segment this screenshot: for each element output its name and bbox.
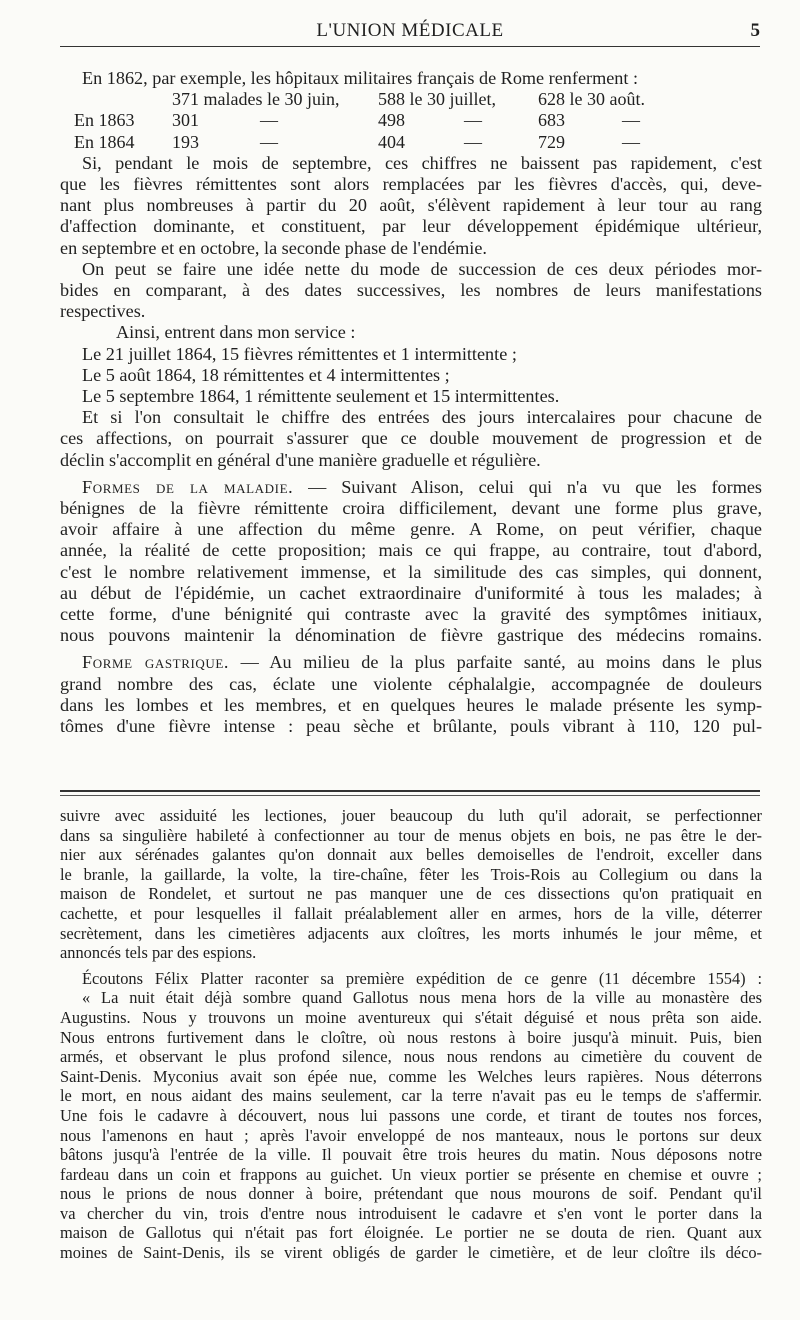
text-line: bénignes de la fièvre rémittente croira difficilement, devant une forme plus grave, xyxy=(60,498,762,519)
text-line: secrètement, dans les cimetières adjacents aux cloîtres, les morts inhumés le jour même, et xyxy=(60,923,762,943)
text-line: en septembre et en octobre, la seconde phase de l'endémie. xyxy=(60,237,487,258)
text-line: nous pouvons maintenir la dénomination de fièvre gastrique des médecins romains. xyxy=(60,625,762,646)
entry-line: Le 5 septembre 1864, 1 rémittente seulement et 15 intermittentes. xyxy=(82,386,560,406)
text-line: fardeau dans un coin et frappons au guichet. Un vieux portier se présente en chemise et ouvre ; xyxy=(60,1164,762,1184)
stat-dash: — xyxy=(464,131,482,152)
stat-cell: 628 le 30 août. xyxy=(538,89,645,110)
text-line: nier aux sérénades galantes qu'on donnait aux belles demoiselles de l'endroit, exceller dans xyxy=(60,845,762,865)
stat-row-1864 xyxy=(60,132,762,153)
text-line: Augustins. Nous y trouvons un moine aventureux qui s'était déguisé et nous prêta son aide. xyxy=(60,1007,762,1027)
text-line: c'est le nombre relativement immense, et la similitude des cas simples, qui donnent, xyxy=(60,561,762,582)
text-line: bides en comparant, à des dates successives, les nombres de leurs manifestations xyxy=(60,279,762,300)
section-first-line xyxy=(60,652,762,673)
stat-cell: 193 xyxy=(172,131,199,152)
text-line: moines de Saint-Denis, ils se virent obligés de garder le cimetière, et de leur cloître ils déco- xyxy=(60,1243,762,1263)
intro-line: En 1862, par exemple, les hôpitaux militaires français de Rome renferment : xyxy=(82,68,639,88)
stat-dash: — xyxy=(260,110,278,131)
section-formes-de-la-maladie xyxy=(60,477,762,647)
page-header xyxy=(60,20,760,44)
header-rule xyxy=(60,46,760,47)
paragraph-service-entries xyxy=(60,322,762,407)
paragraph-succession xyxy=(60,259,762,323)
text-line: suivre avec assiduité les lectiones, jouer beaucoup du luth qu'il adorait, se perfectionner xyxy=(60,806,762,825)
text-line: année, la réalité de cette proposition; mais ce qui frappe, au contraire, tout d'abord, xyxy=(60,540,762,561)
text-line: nant plus nombreuses à partir du 20 août, s'élèvent rapidement à leur tour au rang xyxy=(60,195,762,216)
running-title: L'UNION MÉDICALE xyxy=(316,20,504,41)
text-line: que les fièvres rémittentes sont alors remplacées par les fièvres d'accès, qui, deve- xyxy=(60,173,762,194)
text-line: d'affection dominante, et constituent, par leur développement épidémique ultérieur, xyxy=(60,216,762,237)
stat-cell: 729 xyxy=(538,131,565,152)
text-line: le mort, en nous aidant des mains seulement, car la terre n'avait pas eu le temps de s'affermir. xyxy=(60,1086,762,1106)
text-line: cachette, et pour lesquelles il fallait préalablement aller en armes, hors de la ville, déterrer xyxy=(60,903,762,923)
stat-dash: — xyxy=(260,131,278,152)
entry-line: Le 5 août 1864, 18 rémittentes et 4 intermittentes ; xyxy=(82,364,450,385)
text-line: Ainsi, entrent dans mon service : xyxy=(116,322,356,343)
paragraph-lectiones xyxy=(60,806,762,963)
paragraph-platter xyxy=(60,969,762,1263)
stat-cell: 588 le 30 juillet, xyxy=(378,89,496,110)
text-line: dans sa singulière habileté à confectionner au tour de menus objets en bois, ne pas être le der- xyxy=(60,825,762,845)
text-line: bâtons jusqu'à l'entrée de la ville. Il pouvait être trois heures du matin. Nous déposons notre xyxy=(60,1145,762,1165)
text-line: déclin s'accomplit en général d'une manière graduelle et régulière. xyxy=(60,449,541,470)
stat-row-1863 xyxy=(60,110,762,131)
text-line: nous l'amenons en haut ; après l'avoir enveloppé de nos manteaux, nous le portons sur deux xyxy=(60,1125,762,1145)
stat-year: En 1863 xyxy=(74,110,135,131)
text-line: « La nuit était déjà sombre quand Gallotus nous mena hors de la ville au monastère des xyxy=(82,988,762,1008)
main-article xyxy=(60,68,762,737)
section-forme-gastrique xyxy=(60,652,762,737)
stat-row-1862 xyxy=(60,89,762,110)
stat-cell: 301 xyxy=(172,110,199,131)
paragraph-jours-intercalaires xyxy=(60,407,762,471)
stat-cell: 683 xyxy=(538,110,565,131)
feuilleton-article xyxy=(60,806,762,1263)
text-line: le branle, la gaillarde, la volte, la tire-chaîne, fêter les Trois-Rois au Collegium ou dans la xyxy=(60,864,762,884)
text-line: Et si l'on consultait le chiffre des entrées des jours intercalaires pour chacune de xyxy=(82,407,762,428)
stat-dash: — xyxy=(622,110,640,131)
section-first-line xyxy=(60,477,762,498)
text-line: annoncés tels par des espions. xyxy=(60,943,257,963)
text-line: On peut se faire une idée nette du mode de succession de ces deux périodes mor- xyxy=(82,258,762,279)
text-line: cette forme, d'une bénignité qui contraste avec la gravité des symptômes initiaux, xyxy=(60,604,762,625)
section-heading: Formes de la maladie. xyxy=(82,476,294,497)
feuilleton-divider xyxy=(60,790,760,796)
stat-dash: — xyxy=(464,110,482,131)
text-run: — Au milieu de la plus parfaite santé, au moins dans le plus xyxy=(229,652,762,673)
text-line: va chercher du vin, trois d'entre nous introduisent le cadavre et s'en vont le porter dans la xyxy=(60,1203,762,1223)
text-line: Si, pendant le mois de septembre, ces chiffres ne baissent pas rapidement, c'est xyxy=(82,152,762,173)
text-line: respectives. xyxy=(60,301,146,322)
stat-year: En 1864 xyxy=(74,131,135,152)
entry-line: Le 21 juillet 1864, 15 fièvres rémittentes et 1 intermittente ; xyxy=(82,343,517,364)
text-line: Une fois le cadavre à découvert, nous lui passons une corde, et tirant de toutes nos forces, xyxy=(60,1105,762,1125)
text-line: grand nombre des cas, éclate une violente céphalalgie, accompagnée de douleurs xyxy=(60,673,762,694)
text-line: nous le prions de nous donner à boire, prétendant que nous mourons de soif. Pendant qu'il xyxy=(60,1184,762,1204)
text-line: au début de l'épidémie, un cachet extraordinaire d'uniformité à tous les malades; à xyxy=(60,582,762,603)
text-line: ces affections, on pourrait s'assurer que ce double mouvement de progression et de xyxy=(60,428,762,449)
text-line: Saint-Denis. Myconius avait son épée nue, comme les Welches leurs rapières. Nous déterrons xyxy=(60,1066,762,1086)
text-line: tômes d'une fièvre intense : peau sèche et brûlante, pouls vibrant à 110, 120 pul- xyxy=(60,716,762,737)
page-number: 5 xyxy=(750,20,760,41)
paragraph-septembre xyxy=(60,153,762,259)
text-line: avoir affaire à une affection du même genre. A Rome, on peut vérifier, chaque xyxy=(60,519,762,540)
text-line: maison de Rondelet, et surtout ne pas manquer une de ces dissections qu'on pratiquait en xyxy=(60,884,762,904)
stat-cell: 404 xyxy=(378,131,405,152)
text-line: dans les lombes et les membres, et en quelques heures le malade présente les symp- xyxy=(60,694,762,715)
text-line: maison de Gallotus qui n'était pas fort éloignée. Le portier ne se douta de rien. Quant aux xyxy=(60,1223,762,1243)
stat-cell: 371 malades le 30 juin, xyxy=(172,89,340,110)
text-line: Nous entrons furtivement dans le cloître, où nous restons à boire jusqu'à minuit. Puis, bien xyxy=(60,1027,762,1047)
stat-dash: — xyxy=(622,131,640,152)
section-heading: Forme gastrique. xyxy=(82,652,230,673)
text-line: Écoutons Félix Platter raconter sa première expédition de ce genre (11 décembre 1554) : xyxy=(82,968,762,988)
text-line: armés, et observant le plus profond silence, nous nous rendons au cimetière du couvent de xyxy=(60,1047,762,1067)
stat-cell: 498 xyxy=(378,110,405,131)
text-run: — Suivant Alison, celui qui n'a vu que les formes xyxy=(293,476,762,497)
